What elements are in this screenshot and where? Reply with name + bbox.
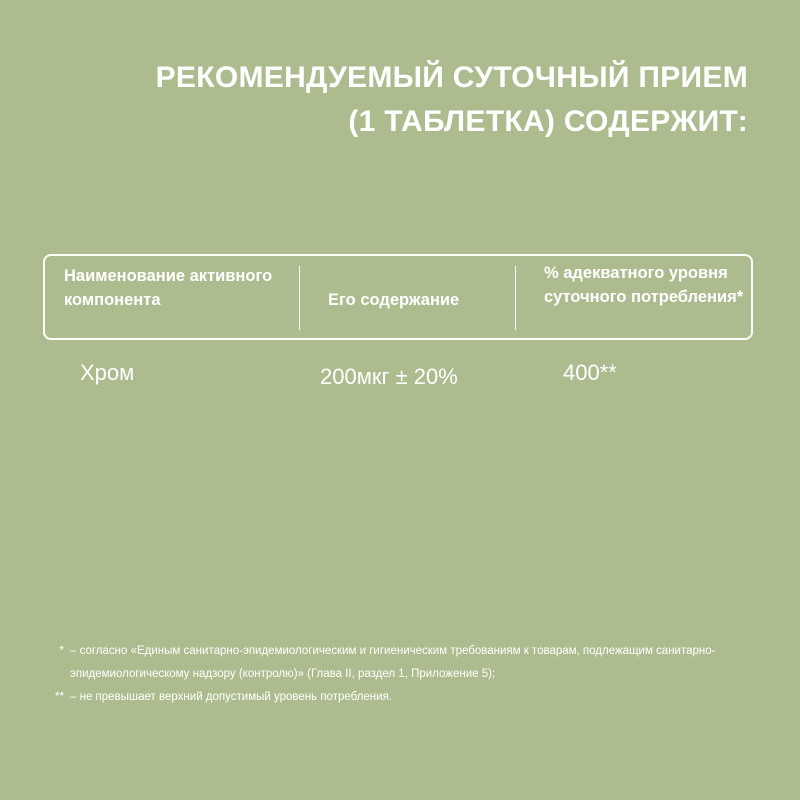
cell-component-percent: 400**	[563, 360, 617, 385]
column-header-name: Наименование активного компонента	[64, 267, 273, 309]
footnote	[40, 640, 760, 686]
footnote-text: – согласно «Единым санитарно-эпидемиологическим и гигиеническим требованиям к товарам, подлежащим санитарно-эпидемиологическому надзору (контролю)» (Глава II, раздел 1, Приложение 5);	[70, 645, 716, 680]
title-line-1: РЕКОМЕНДУЕМЫЙ СУТОЧНЫЙ ПРИЕМ	[155, 61, 748, 94]
footnote-mark: **	[55, 691, 64, 703]
table-header	[43, 254, 753, 340]
cell-component-content: 200мкг ± 20%	[320, 364, 458, 389]
footnote	[40, 686, 760, 709]
title-line-2: (1 ТАБЛЕТКА) СОДЕРЖИТ:	[348, 105, 748, 138]
footnotes	[40, 640, 760, 709]
footnote-text: – не превышает верхний допустимый уровень потребления.	[70, 691, 392, 703]
cell-component-name: Хром	[80, 360, 135, 385]
page-title	[28, 56, 748, 144]
column-header-percent: % адекватного уровня суточного потребления*	[544, 264, 744, 306]
column-divider	[515, 266, 516, 330]
column-header-content: Его содержание	[328, 291, 460, 309]
column-divider	[299, 266, 300, 330]
footnote-mark: *	[59, 645, 64, 657]
